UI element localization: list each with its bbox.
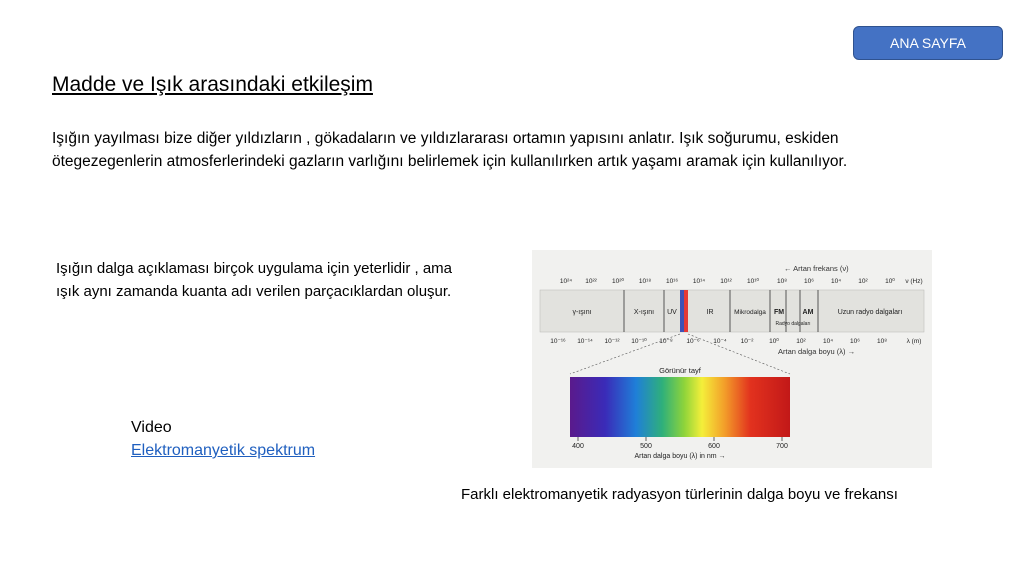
band-fm: FM [773,309,785,316]
wl-tick-9: 10⁰ [769,338,779,345]
freq-unit: ν (Hz) [905,278,923,285]
wl-tick-2: 10⁻¹⁴ [577,338,593,345]
freq-tick-2: 10²² [585,278,597,285]
freq-tick-6: 10¹⁴ [692,278,706,285]
wl-tick-6: 10⁻⁶ [686,338,700,345]
visible-tick-400: 400 [572,443,584,450]
wl-unit: λ (m) [906,338,922,345]
freq-tick-8: 10¹⁰ [746,278,760,285]
intro-line-1: Işığın yayılması bize diğer yıldızların , gökadaların ve yıldızlararası ortamın yapısını anlatır. Işık soğurumu, eskiden [52,130,839,147]
freq-tick-9: 10⁸ [777,278,787,285]
frequency-ticks [560,277,923,285]
wavelength-ticks [550,337,921,345]
wl-tick-1: 10⁻¹⁶ [550,338,566,345]
spectrum-diagram [532,250,932,468]
visible-axis-ticks [578,437,782,441]
frequency-title: ← Artan frekans (ν) [784,264,849,273]
wl-tick-7: 10⁻⁴ [713,338,727,345]
wave-line-1: Işığın dalga açıklaması birçok uygulama için yeterlidir , ama [56,260,453,277]
band-long-radio: Uzun radyo dalgaları [837,309,903,316]
wl-tick-5: 10⁻⁸ [659,338,673,345]
wave-line-2: ışık aynı zamanda kuanta adı verilen parçacıklardan oluşur. [56,283,452,300]
figure-caption: Farklı elektromanyetik radyasyon türlerinin dalga boyu ve frekansı [461,486,898,503]
band-ir: IR [706,309,714,316]
visible-marker-red [684,290,688,332]
intro-line-2: ötegezegenlerin atmosferlerindeki gazların varlığını belirlemek için kullanılırken artık yaşamı aramak için kullanılıyor. [52,153,848,170]
wl-tick-3: 10⁻¹² [604,338,620,345]
visible-marker-blue [680,290,684,332]
visible-spectrum-title: Görünür tayf [659,366,701,375]
visible-tick-500: 500 [640,443,652,450]
freq-tick-4: 10¹⁸ [638,278,652,285]
freq-tick-1: 10²⁴ [559,278,573,285]
wl-tick-4: 10⁻¹⁰ [631,338,647,345]
intro-paragraph [52,127,992,173]
visible-axis-title: Artan dalga boyu (λ) in nm → [634,453,726,460]
wl-tick-11: 10⁴ [822,338,834,345]
wl-tick-12: 10⁶ [850,338,860,345]
freq-tick-7: 10¹² [720,278,732,285]
freq-tick-10: 10⁶ [804,278,814,285]
visible-spectrum-bar [570,377,790,437]
visible-tick-600: 600 [708,443,720,450]
spectrum-figure [532,250,932,468]
freq-tick-13: 10⁰ [885,278,895,285]
band-am: AM [802,309,814,316]
band-microwave: Mikrodalga [734,309,766,316]
freq-tick-11: 10⁴ [830,278,842,285]
home-button[interactable]: ANA SAYFA [853,26,1003,60]
wl-tick-13: 10⁸ [877,338,887,345]
band-uv: UV [667,309,677,316]
wl-tick-8: 10⁻² [740,338,754,345]
page-title: Madde ve Işık arasındaki etkileşim [52,73,373,96]
visible-tick-700: 700 [776,443,788,450]
wl-tick-10: 10² [796,338,806,345]
video-link[interactable]: Elektromanyetik spektrum [131,442,316,459]
band-xray: X-ışını [633,309,655,316]
wavelength-title: Artan dalga boyu (λ) → [778,347,856,356]
freq-tick-5: 10¹⁶ [665,278,679,285]
wave-description [56,257,526,303]
band-gamma: γ-ışını [572,309,592,316]
video-label: Video [131,419,172,436]
freq-tick-3: 10²⁰ [611,278,625,285]
radio-waves-label: Radyo dalgaları [775,321,811,327]
freq-tick-12: 10² [858,278,868,285]
